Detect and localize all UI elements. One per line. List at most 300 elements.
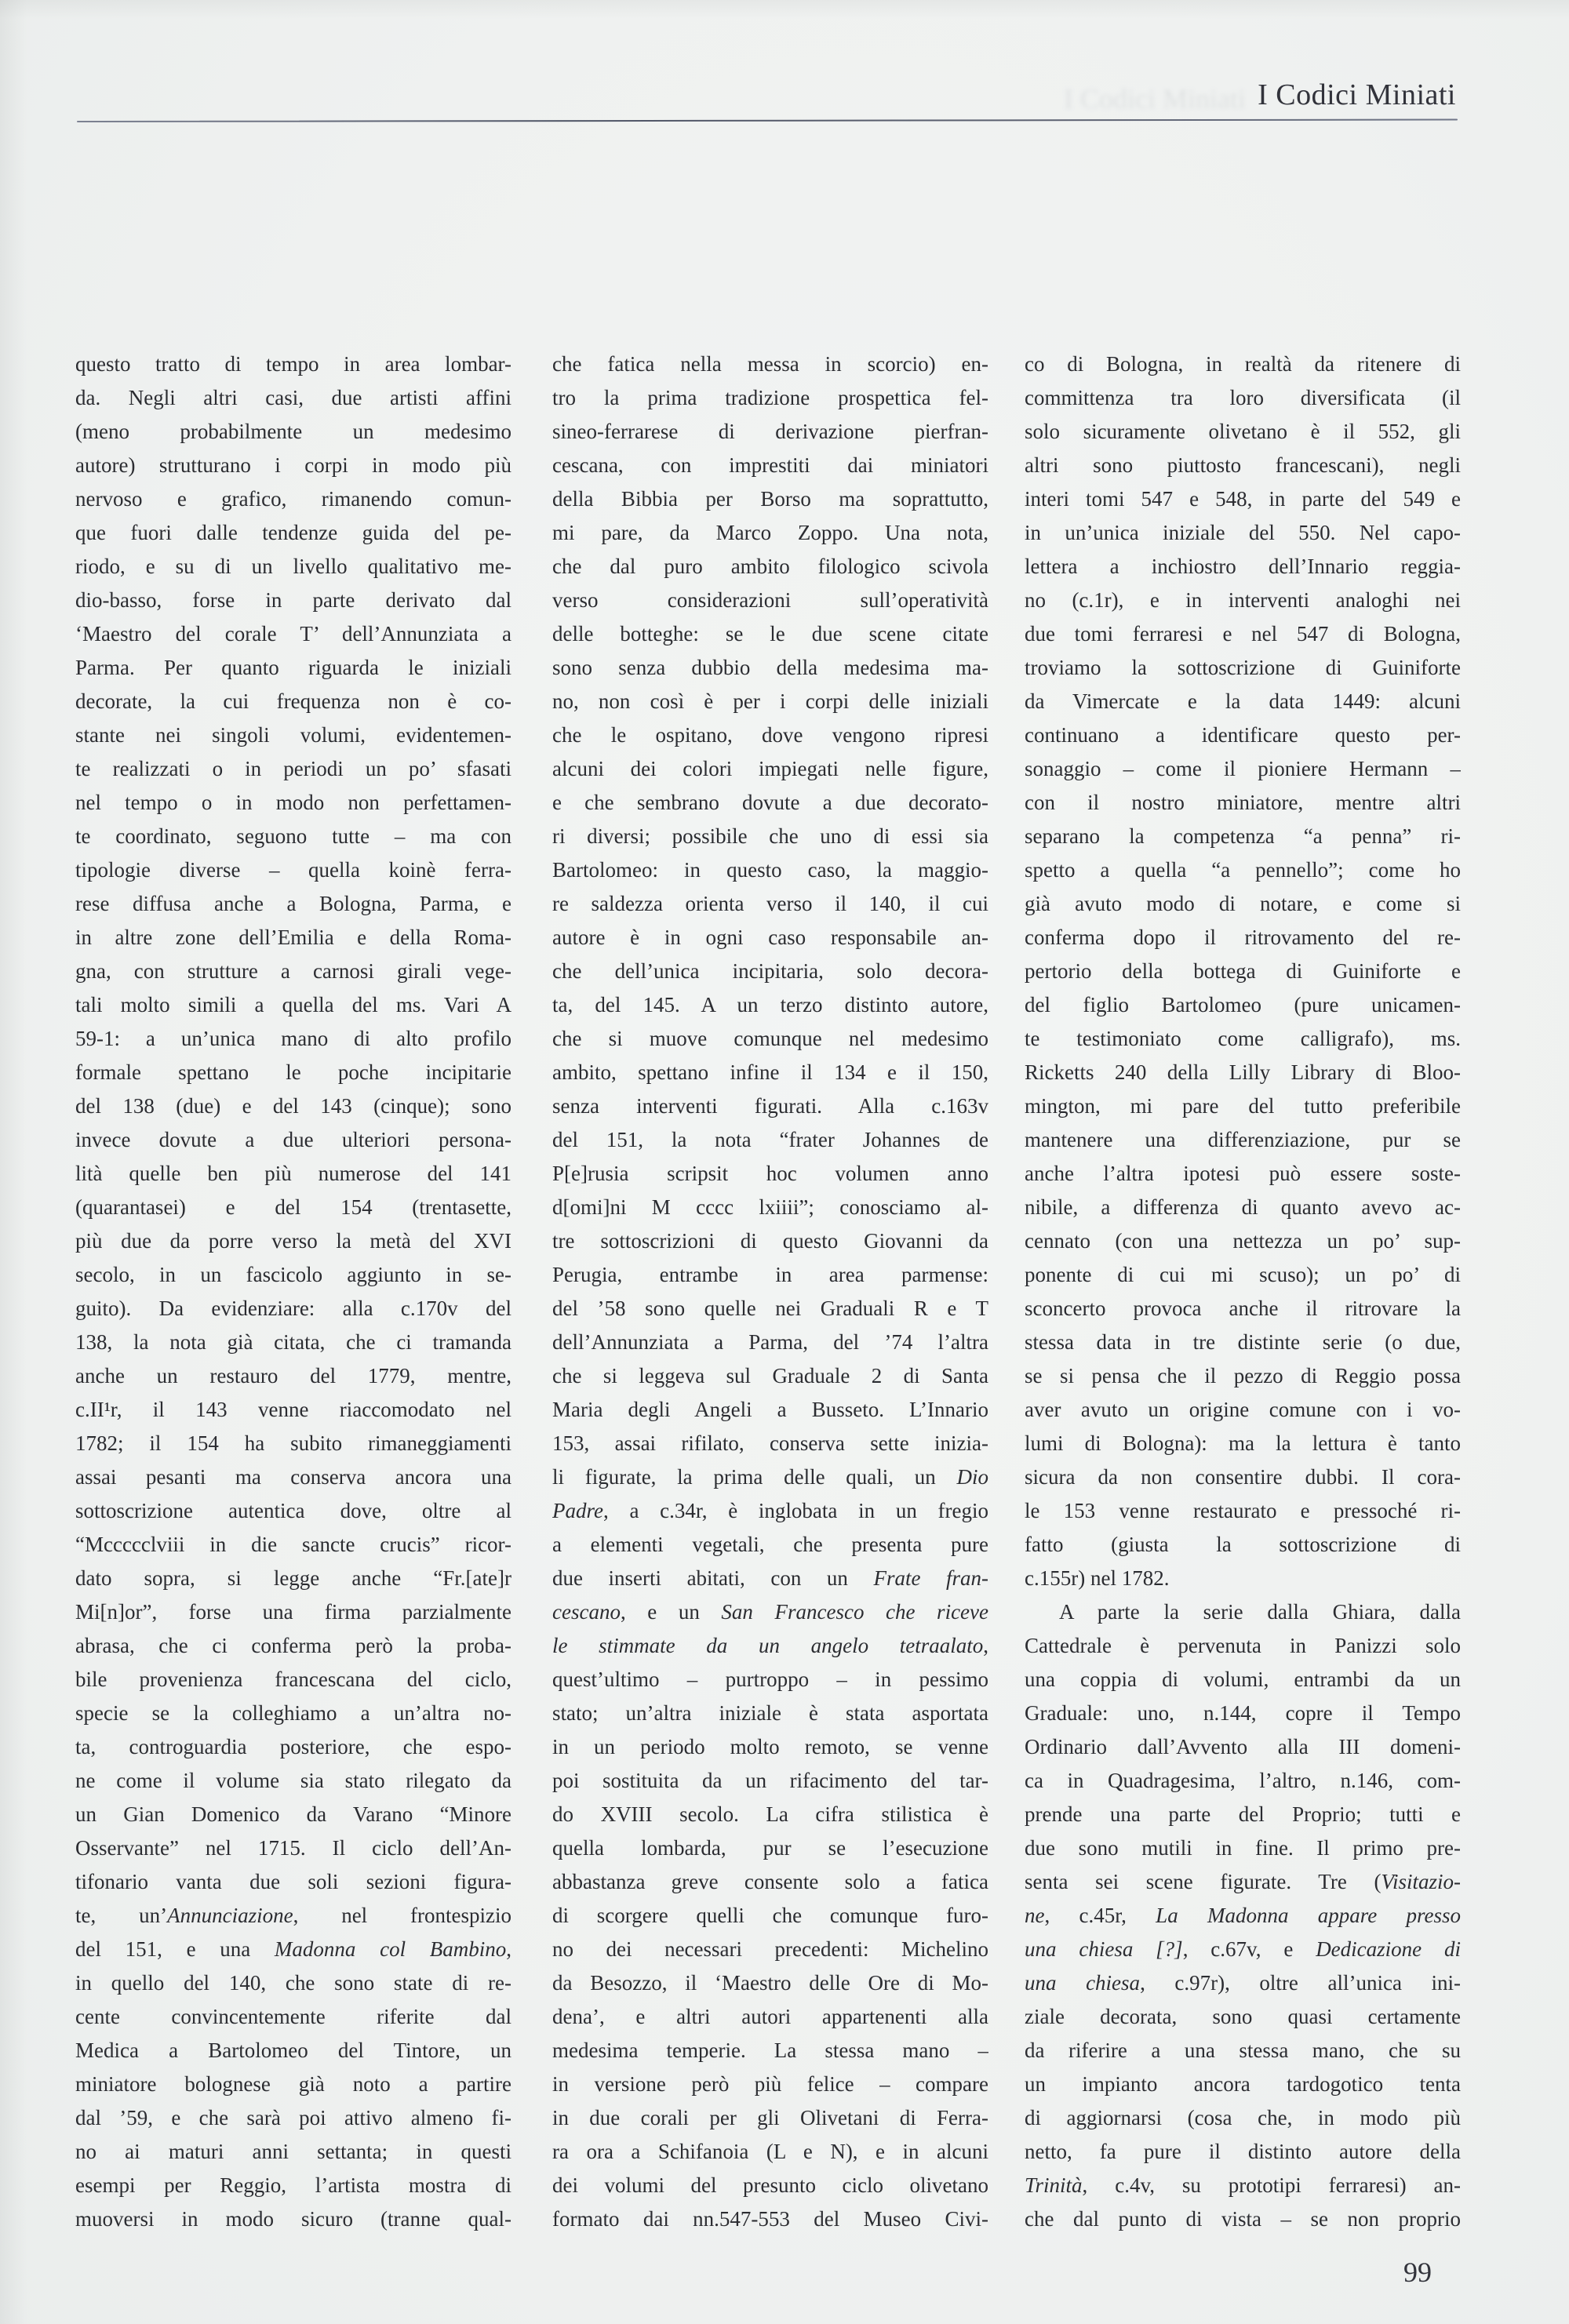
text-run: senza interventi figurati. Alla c.163v	[552, 1094, 988, 1118]
text-line	[1025, 786, 1461, 820]
text-line	[75, 1224, 511, 1258]
text-run: che dal punto di vista – se non proprio	[1025, 2207, 1461, 2231]
text-line	[75, 1326, 511, 1359]
text-line	[552, 1764, 988, 1798]
text-line	[75, 449, 511, 482]
text-run: dei volumi del presunto ciclo olivetano	[552, 2173, 988, 2197]
text-line	[552, 1123, 988, 1157]
text-line	[1025, 1865, 1461, 1899]
text-run: Maria degli Angeli a Busseto. L’Innario	[552, 1398, 988, 1421]
text-line	[75, 718, 511, 752]
text-run: che si leggeva sul Graduale 2 di Santa	[552, 1364, 988, 1387]
text-line	[552, 955, 988, 988]
text-run: P[e]rusia scripsit hoc volumen anno	[552, 1162, 988, 1185]
scan-shadow-top	[0, 0, 1569, 19]
text-run: li figurate, la prima delle quali, un	[552, 1465, 957, 1489]
text-run: verso considerazioni sull’operatività	[552, 588, 988, 612]
text-run: ne come il volume sia stato rilegato da	[75, 1769, 511, 1792]
text-run: alcuni dei colori impiegati nelle figure,	[552, 757, 988, 780]
text-line	[552, 1191, 988, 1224]
text-run: dio-basso, forse in parte derivato dal	[75, 588, 511, 612]
text-line	[1025, 1764, 1461, 1798]
text-line	[552, 550, 988, 584]
text-line	[75, 1562, 511, 1595]
text-line	[1025, 1123, 1461, 1157]
text-line	[75, 1191, 511, 1224]
text-line	[552, 584, 988, 617]
text-line	[552, 1460, 988, 1494]
text-run: anche un restauro del 1779, mentre,	[75, 1364, 511, 1387]
text-run: che dell’unica incipitaria, solo decora-	[552, 959, 988, 983]
text-line	[75, 617, 511, 651]
text-run: rese diffusa anche a Bologna, Parma, e	[75, 892, 511, 915]
text-line	[552, 921, 988, 955]
text-line	[552, 482, 988, 516]
text-line	[1025, 1730, 1461, 1764]
text-run: dal ’59, e che sarà poi attivo almeno fi-	[75, 2106, 511, 2129]
text-line	[75, 381, 511, 415]
text-run: continuano a identificare questo per-	[1025, 723, 1461, 747]
text-run: in altre zone dell’Emilia e della Roma-	[75, 926, 511, 949]
text-run: sottoscrizione autentica dove, oltre al	[75, 1499, 511, 1522]
text-run: anche l’altra ipotesi può essere soste-	[1025, 1162, 1461, 1185]
text-run: due tomi ferraresi e nel 547 di Bologna,	[1025, 622, 1461, 646]
italic-text-run: Visitazio-	[1381, 1870, 1461, 1893]
text-run: no (c.1r), e in interventi analoghi nei	[1025, 588, 1461, 612]
text-run: dena’, e altri autori appartenenti alla	[552, 2005, 988, 2028]
text-line	[1025, 752, 1461, 786]
text-run: mi pare, da Marco Zoppo. Una nota,	[552, 521, 988, 544]
text-run: altri sono piuttosto francescani), negli	[1025, 453, 1461, 477]
text-line	[75, 1865, 511, 1899]
text-line	[1025, 2068, 1461, 2101]
text-line	[1025, 1022, 1461, 1056]
text-line	[552, 1224, 988, 1258]
text-run: medesima temperie. La stessa mano –	[552, 2039, 988, 2062]
text-run: que fuori dalle tendenze guida del pe-	[75, 521, 511, 544]
text-line	[75, 1629, 511, 1663]
text-line	[552, 1663, 988, 1697]
text-line	[552, 988, 988, 1022]
text-run: ponente di cui mi scuso); un po’ di	[1025, 1263, 1461, 1286]
text-line	[1025, 482, 1461, 516]
text-run: invece dovute a due ulteriori persona-	[75, 1128, 511, 1151]
text-run: più due da porre verso la metà del XVI	[75, 1229, 511, 1253]
text-line	[1025, 1595, 1461, 1629]
text-line	[1025, 1663, 1461, 1697]
text-run: tali molto simili a quella del ms. Vari A	[75, 993, 511, 1017]
text-run: Parma. Per quanto riguarda le iniziali	[75, 656, 511, 679]
text-line	[552, 1899, 988, 1933]
text-line	[552, 1562, 988, 1595]
text-run: re saldezza orienta verso il 140, il cui	[552, 892, 988, 915]
text-run: da Vimercate e la data 1449: alcuni	[1025, 689, 1461, 713]
text-line	[552, 786, 988, 820]
text-line	[1025, 887, 1461, 921]
text-line	[1025, 2169, 1461, 2202]
text-line	[552, 685, 988, 718]
text-line	[1025, 1528, 1461, 1562]
text-line	[552, 1089, 988, 1123]
text-line	[1025, 1899, 1461, 1933]
text-line	[1025, 1326, 1461, 1359]
text-run: sineo-ferrarese di derivazione pierfran-	[552, 420, 988, 443]
text-line	[1025, 584, 1461, 617]
italic-text-run: una chiesa [?]	[1025, 1937, 1183, 1961]
text-line	[75, 1123, 511, 1157]
text-run: aver avuto un origine comune con i vo-	[1025, 1398, 1461, 1421]
italic-text-run: La Madonna appare presso	[1156, 1904, 1461, 1927]
text-run: che dal puro ambito filologico scivola	[552, 555, 988, 578]
text-run: ,	[983, 1634, 988, 1657]
text-line	[1025, 1393, 1461, 1427]
text-line	[75, 2068, 511, 2101]
italic-text-run: cescano	[552, 1600, 621, 1624]
text-run: miniatore bolognese già noto a partire	[75, 2072, 511, 2096]
text-run: interi tomi 547 e 548, in parte del 549 e	[1025, 487, 1461, 511]
text-line	[1025, 1933, 1461, 1966]
text-line	[552, 1056, 988, 1089]
text-line	[1025, 2034, 1461, 2068]
text-run: no ai maturi anni settanta; in questi	[75, 2140, 511, 2163]
text-run: del 151, la nota “frater Johannes de	[552, 1128, 988, 1151]
italic-text-run: Padre	[552, 1499, 603, 1522]
text-line	[552, 381, 988, 415]
text-line	[75, 2034, 511, 2068]
text-run: se si pensa che il pezzo di Reggio possa	[1025, 1364, 1461, 1387]
text-run: no, non così è per i corpi delle iniziali	[552, 689, 988, 713]
text-run: esempi per Reggio, l’artista mostra di	[75, 2173, 511, 2197]
text-run: che fatica nella messa in scorcio) en-	[552, 352, 988, 376]
text-line	[75, 1258, 511, 1292]
text-run: in versione però più felice – compare	[552, 2072, 988, 2096]
text-line	[552, 516, 988, 550]
text-line	[75, 415, 511, 449]
text-run: Mi[n]or”, forse una firma parzialmente	[75, 1600, 511, 1624]
text-column-2	[552, 347, 988, 2236]
text-run: abrasa, che ci conferma però la proba-	[75, 1634, 511, 1657]
text-run: conferma dopo il ritrovamento del re-	[1025, 926, 1461, 949]
text-run: dell’Annunziata a Parma, del ’74 l’altra	[552, 1330, 988, 1354]
text-run: Ordinario dall’Avvento alla III domeni-	[1025, 1735, 1461, 1758]
text-run: formale spettano le poche incipitarie	[75, 1060, 511, 1084]
text-line	[75, 482, 511, 516]
text-column-3	[1025, 347, 1461, 2236]
text-run: netto, fa pure il distinto autore della	[1025, 2140, 1461, 2163]
text-line	[552, 1292, 988, 1326]
text-line	[1025, 685, 1461, 718]
text-run: tipologie diverse – quella koinè ferra-	[75, 858, 511, 882]
text-run: Perugia, entrambe in area parmense:	[552, 1263, 988, 1286]
text-line	[75, 2101, 511, 2135]
italic-text-run: San Francesco che riceve	[721, 1600, 988, 1624]
text-run: nervoso e grafico, rimanendo comun-	[75, 487, 511, 511]
text-line	[552, 1022, 988, 1056]
italic-text-run: Trinità	[1025, 2173, 1083, 2197]
text-run: , a c.34r, è inglobata in un fregio	[602, 1499, 988, 1522]
text-run: separano la competenza “a penna” ri-	[1025, 824, 1461, 848]
text-line	[75, 347, 511, 381]
text-run: che le ospitano, dove vengono ripresi	[552, 723, 988, 747]
text-line	[1025, 449, 1461, 482]
text-line	[552, 1359, 988, 1393]
text-run: specie se la colleghiamo a un’altra no-	[75, 1701, 511, 1725]
text-run: del 138 (due) e del 143 (cinque); sono	[75, 1094, 511, 1118]
text-run: , e un	[620, 1600, 722, 1624]
text-run: Cattedrale è pervenuta in Panizzi solo	[1025, 1634, 1461, 1657]
text-line	[75, 1595, 511, 1629]
text-run: Graduale: uno, n.144, copre il Tempo	[1025, 1701, 1461, 1725]
show-through-text: I Codici Miniati	[1064, 83, 1246, 115]
text-line	[1025, 415, 1461, 449]
text-line	[552, 617, 988, 651]
text-run: ,	[506, 1937, 511, 1961]
italic-text-run: ne	[1025, 1904, 1045, 1927]
text-line	[552, 449, 988, 482]
text-run: ‘Maestro del corale T’ dell’Annunziata a	[75, 622, 511, 646]
text-run: sicura da non consentire dubbi. Il cora-	[1025, 1465, 1461, 1489]
text-line	[552, 2202, 988, 2236]
text-line	[75, 853, 511, 887]
text-line	[75, 1359, 511, 1393]
text-run: “Mccccclviii in die sancte crucis” ricor-	[75, 1533, 511, 1556]
text-line	[1025, 2000, 1461, 2034]
text-run: quella lombarda, pur se l’esecuzione	[552, 1836, 988, 1860]
text-line	[552, 820, 988, 853]
text-run: poi sostituita da un rifacimento del tar-	[552, 1769, 988, 1792]
text-run: solo sicuramente olivetano è il 552, gli	[1025, 420, 1461, 443]
header-rule-divider	[77, 119, 1458, 122]
text-run: c.155r) nel 1782.	[1025, 1566, 1170, 1590]
italic-text-run: Dedicazione di	[1316, 1937, 1461, 1961]
text-run: da Besozzo, il ‘Maestro delle Ore di Mo-	[552, 1971, 988, 1995]
text-line	[552, 752, 988, 786]
text-line	[1025, 1157, 1461, 1191]
text-run: cescana, con imprestiti dai miniatori	[552, 453, 988, 477]
text-line	[75, 1764, 511, 1798]
text-line	[75, 1089, 511, 1123]
text-run: tre sottoscrizioni di questo Giovanni da	[552, 1229, 988, 1253]
text-run: delle botteghe: se le due scene citate	[552, 622, 988, 646]
text-line	[1025, 1359, 1461, 1393]
text-run: ziale decorata, sono quasi certamente	[1025, 2005, 1461, 2028]
text-line	[75, 988, 511, 1022]
text-run: gna, con strutture a carnosi girali vege-	[75, 959, 511, 983]
text-run: , c.97r), oltre all’unica ini-	[1140, 1971, 1461, 1995]
text-line	[552, 2169, 988, 2202]
text-run: A parte la serie dalla Ghiara, dalla	[1059, 1600, 1461, 1624]
text-line	[552, 1393, 988, 1427]
text-run: abbastanza greve consente solo a fatica	[552, 1870, 988, 1893]
text-run: c.II¹r, il 143 venne riaccomodato nel	[75, 1398, 511, 1421]
text-run: ca in Quadragesima, l’altro, n.146, com-	[1025, 1769, 1461, 1792]
text-run: dato sopra, si legge anche “Fr.[ate]r	[75, 1566, 511, 1590]
text-run: spetto a quella “a pennello”; come ho	[1025, 858, 1461, 882]
text-line	[552, 347, 988, 381]
text-line	[552, 853, 988, 887]
text-run: questo tratto di tempo in area lombar-	[75, 352, 511, 376]
text-run: senta sei scene figurate. Tre (	[1025, 1870, 1382, 1893]
text-run: tro la prima tradizione prospettica fel-	[552, 386, 988, 409]
text-line	[552, 2068, 988, 2101]
text-run: lumi di Bologna): ma la lettura è tanto	[1025, 1431, 1461, 1455]
text-run: ra ora a Schifanoia (L e N), e in alcuni	[552, 2140, 988, 2163]
text-line	[552, 1697, 988, 1730]
page-number: 99	[1403, 2257, 1432, 2288]
text-run: stante nei singoli volumi, evidentemen-	[75, 723, 511, 747]
text-run: già avuto modo di notare, e come si	[1025, 892, 1461, 915]
text-line	[75, 1427, 511, 1460]
running-header-title: I Codici Miniati	[1258, 78, 1456, 111]
text-line	[552, 1494, 988, 1528]
text-line	[75, 1933, 511, 1966]
text-run: , c.67v, e	[1182, 1937, 1316, 1961]
text-line	[552, 2101, 988, 2135]
text-line	[75, 550, 511, 584]
text-line	[75, 1393, 511, 1427]
text-run: sono senza dubbio della medesima ma-	[552, 656, 988, 679]
italic-text-run: una chiesa	[1025, 1971, 1141, 1995]
text-run: te testimoniato come calligrafo), ms.	[1025, 1027, 1461, 1050]
text-run: che si muove comunque nel medesimo	[552, 1027, 988, 1050]
text-run: in un periodo molto remoto, se venne	[552, 1735, 988, 1758]
text-line	[75, 1730, 511, 1764]
text-line	[75, 1022, 511, 1056]
text-run: lità quelle ben più numerose del 141	[75, 1162, 511, 1185]
text-line	[75, 2169, 511, 2202]
italic-text-run: Dio	[956, 1465, 988, 1489]
text-run: te realizzati o in periodi un po’ sfasati	[75, 757, 511, 780]
text-run: una coppia di volumi, entrambi da un	[1025, 1668, 1461, 1691]
text-line	[552, 718, 988, 752]
text-run: , c.4v, su prototipi ferraresi) an-	[1082, 2173, 1461, 2197]
text-line	[1025, 820, 1461, 853]
text-run: ta, controguardia posteriore, che espo-	[75, 1735, 511, 1758]
text-line	[552, 1427, 988, 1460]
text-run: un Gian Domenico da Varano “Minore	[75, 1802, 511, 1826]
text-run: cente convincentemente riferite dal	[75, 2005, 511, 2028]
text-line	[75, 685, 511, 718]
text-run: prende una parte del Proprio; tutti e	[1025, 1802, 1461, 1826]
text-run: da riferire a una stessa mano, che su	[1025, 2039, 1461, 2062]
text-run: ambito, spettano infine il 134 e il 150,	[552, 1060, 988, 1084]
text-run: nibile, a differenza di quanto avevo ac-	[1025, 1195, 1461, 1219]
italic-text-run: Annunciazione	[167, 1904, 293, 1927]
text-line	[75, 820, 511, 853]
scan-shadow-left	[0, 0, 27, 2324]
text-run: riodo, e su di un livello qualitativo me-	[75, 555, 511, 578]
text-run: 138, la nota già citata, che ci tramanda	[75, 1330, 511, 1354]
text-run: , c.45r,	[1044, 1904, 1156, 1927]
italic-text-run: Frate fran-	[873, 1566, 988, 1590]
text-line	[552, 1865, 988, 1899]
text-line	[552, 1798, 988, 1831]
text-line	[552, 2000, 988, 2034]
text-column-1	[75, 347, 511, 2236]
text-run: lettera a inchiostro dell’Innario reggia-	[1025, 555, 1461, 578]
text-line	[75, 955, 511, 988]
text-line	[1025, 1494, 1461, 1528]
text-line	[1025, 1224, 1461, 1258]
text-run: da. Negli altri casi, due artisti affini	[75, 386, 511, 409]
text-line	[1025, 1292, 1461, 1326]
text-run: stato; un’altra iniziale è stata asportata	[552, 1701, 988, 1725]
text-run: 59-1: a un’unica mano di alto profilo	[75, 1027, 511, 1050]
text-run: Bartolomeo: in questo caso, la maggio-	[552, 858, 988, 882]
text-run: guito). Da evidenziare: alla c.170v del	[75, 1297, 511, 1320]
text-line	[552, 1966, 988, 2000]
text-run: di aggiornarsi (cosa che, in modo più	[1025, 2106, 1461, 2129]
text-run: ta, del 145. A un terzo distinto autore,	[552, 993, 988, 1017]
text-line	[75, 752, 511, 786]
text-run: nel tempo o in modo non perfettamen-	[75, 791, 511, 814]
text-line	[1025, 1562, 1461, 1595]
text-line	[552, 2135, 988, 2169]
text-run: mington, mi pare del tutto preferibile	[1025, 1094, 1461, 1118]
text-run: d[omi]ni M cccc lxiiii”; conosciamo al-	[552, 1195, 988, 1219]
text-line	[75, 1831, 511, 1865]
text-run: assai pesanti ma conserva ancora una	[75, 1465, 511, 1489]
text-line	[75, 651, 511, 685]
text-line	[75, 1460, 511, 1494]
text-run: (quarantasei) e del 154 (trentasette,	[75, 1195, 511, 1219]
text-line	[552, 1258, 988, 1292]
text-line	[552, 1157, 988, 1191]
text-run: ri diversi; possibile che uno di essi sia	[552, 824, 988, 848]
text-line	[1025, 347, 1461, 381]
text-line	[75, 1966, 511, 2000]
text-run: sconcerto provoca anche il ritrovare la	[1025, 1297, 1461, 1320]
text-run: no dei necessari precedenti: Michelino	[552, 1937, 988, 1961]
text-run: Ricketts 240 della Lilly Library di Bloo-	[1025, 1060, 1461, 1084]
text-line	[552, 651, 988, 685]
text-line	[1025, 1629, 1461, 1663]
text-line	[1025, 381, 1461, 415]
text-line	[552, 2034, 988, 2068]
text-line	[552, 887, 988, 921]
text-line	[1025, 2202, 1461, 2236]
text-line	[552, 1730, 988, 1764]
text-line	[75, 1899, 511, 1933]
text-line	[1025, 1831, 1461, 1865]
text-run: le 153 venne restaurato e pressoché ri-	[1025, 1499, 1461, 1522]
text-run: a elementi vegetali, che presenta pure	[552, 1533, 988, 1556]
text-line	[1025, 1089, 1461, 1123]
text-line	[552, 415, 988, 449]
text-line	[1025, 1460, 1461, 1494]
text-line	[552, 1831, 988, 1865]
text-line	[1025, 853, 1461, 887]
text-line	[1025, 2101, 1461, 2135]
text-line	[1025, 1427, 1461, 1460]
text-run: secolo, in un fascicolo aggiunto in se-	[75, 1263, 511, 1286]
text-run: in quello del 140, che sono state di re-	[75, 1971, 511, 1995]
text-line	[75, 1292, 511, 1326]
text-run: con il nostro miniatore, mentre altri	[1025, 791, 1461, 814]
text-run: e che sembrano dovute a due decorato-	[552, 791, 988, 814]
text-run: autore) strutturano i corpi in modo più	[75, 453, 511, 477]
text-line	[75, 1528, 511, 1562]
text-run: , nel frontespizio	[293, 1904, 511, 1927]
text-run: bile provenienza francescana del ciclo,	[75, 1668, 511, 1691]
text-run: te coordinato, seguono tutte – ma con	[75, 824, 511, 848]
text-line	[75, 1663, 511, 1697]
text-line	[1025, 617, 1461, 651]
text-line	[1025, 651, 1461, 685]
text-line	[1025, 516, 1461, 550]
text-line	[1025, 955, 1461, 988]
text-run: un impianto ancora tardogotico tenta	[1025, 2072, 1461, 2096]
